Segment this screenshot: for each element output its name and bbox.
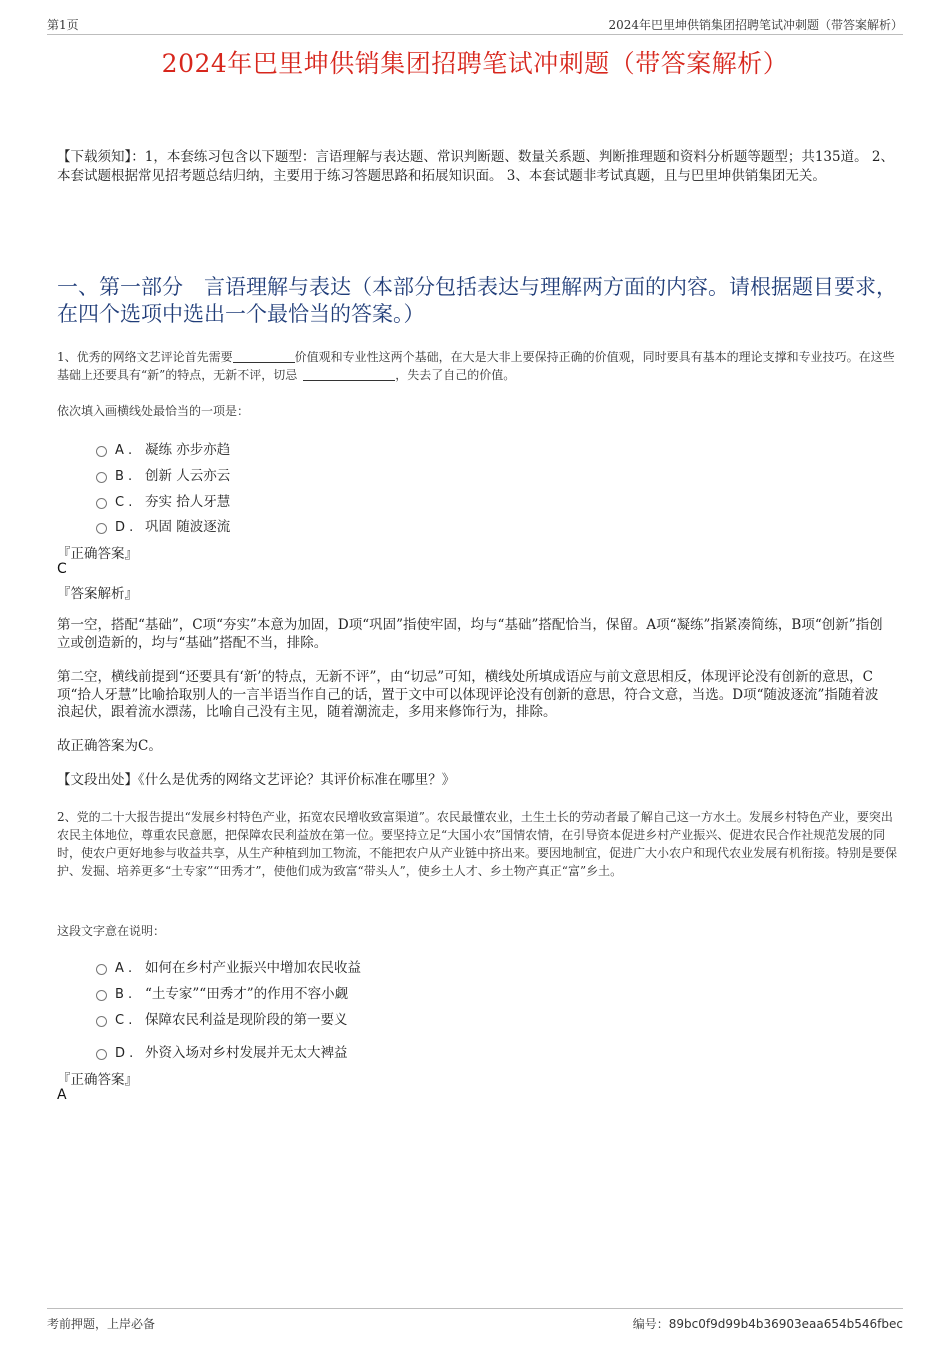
answer-1: C bbox=[57, 561, 67, 577]
passage-source: 【文段出处】《什么是优秀的网络文艺评论？其评价标准在哪里？》 bbox=[57, 772, 456, 788]
page-number: 第1页 bbox=[47, 18, 79, 32]
question-1-option-a[interactable]: A . 凝练 亦步亦趋 bbox=[96, 438, 230, 458]
question-2-text: 2、党的二十大报告提出“发展乡村特色产业，拓宽农民增收致富渠道”。农民最懂农业，土生土长的劳动者最了解自己这一方水土。发展乡村特色产业，要突出农民主体地位，尊重农民意愿，把保障农民利益放在第一位。要坚持立足“大国小农”国情农情，在引导资本促进乡村产业振兴、促进农民合作社规范发展的同时，使农户更好地参与收益共享，从生产种植到加工物流，不能把农户从产业链中挤出来。要因地制宜，促进广大小农户和现代农业发展有机衔接。特别是要保护、发掘、培养更多“土专家”“田秀才”，使他们成为致富“带头人”，使乡土人才、乡土物产真正“富”乡土。 bbox=[57, 810, 898, 878]
question-1-option-b[interactable]: B . 创新 人云亦云 bbox=[96, 464, 230, 484]
footer-slogan: 考前押题，上岸必备 bbox=[47, 1317, 156, 1331]
answer-2: A bbox=[57, 1087, 67, 1103]
radio-button[interactable] bbox=[96, 498, 107, 509]
analysis-label-1: 『答案解析』 bbox=[57, 586, 138, 602]
fill-blank-1 bbox=[233, 350, 295, 363]
radio-button[interactable] bbox=[96, 964, 107, 975]
section-heading: 一、第一部分 言语理解与表达（本部分包括表达与理解两方面的内容。请根据题目要求，在四个选项中选出一个最恰当的答案。） bbox=[57, 275, 897, 326]
answer-label-1: 『正确答案』 bbox=[57, 546, 138, 562]
document-title: 2024年巴里坤供销集团招聘笔试冲刺题（带答案解析） bbox=[161, 49, 789, 78]
radio-button[interactable] bbox=[96, 1016, 107, 1027]
analysis-conclusion: 故正确答案为C。 bbox=[57, 738, 162, 754]
radio-button[interactable] bbox=[96, 446, 107, 457]
question-2-option-c[interactable]: C . 保障农民利益是现阶段的第一要义 bbox=[96, 1008, 348, 1028]
question-1-text-part-c: ，失去了自己的价值。 bbox=[395, 368, 516, 382]
answer-label-2: 『正确答案』 bbox=[57, 1072, 138, 1088]
download-notice: 【下载须知】：1，本套练习包含以下题型：言语理解与表达题、常识判断题、数量关系题、判断推理题和资料分析题等题型；共135道。 2、本套试题根据常见招考题总结归纳，主要用于练习答题思路和拓展知识面。 3、本套试题非考试真题，且与巴里坤供销集团无关。 bbox=[57, 149, 894, 184]
fill-blank-2 bbox=[303, 368, 395, 381]
header-doc-title: 2024年巴里坤供销集团招聘笔试冲刺题（带答案解析） bbox=[608, 18, 903, 32]
radio-button[interactable] bbox=[96, 990, 107, 1001]
question-2-option-b[interactable]: B . “土专家”“田秀才”的作用不容小觑 bbox=[96, 982, 348, 1002]
document-code: 编号：89bc0f9d99b4b36903eaa654b546fbec bbox=[632, 1317, 903, 1331]
radio-button[interactable] bbox=[96, 523, 107, 534]
question-2-prompt: 这段文字意在说明： bbox=[57, 924, 166, 938]
page-header bbox=[47, 14, 903, 35]
question-1-prompt: 依次填入画横线处最恰当的一项是： bbox=[57, 404, 250, 418]
question-1-text bbox=[57, 348, 899, 384]
radio-button[interactable] bbox=[96, 472, 107, 483]
question-2-option-d[interactable]: D . 外资入场对乡村发展并无太大裨益 bbox=[96, 1041, 348, 1061]
question-1-text-part-a: 1、优秀的网络文艺评论首先需要 bbox=[57, 350, 233, 364]
page-footer bbox=[47, 1308, 903, 1333]
question-2-option-a[interactable]: A . 如何在乡村产业振兴中增加农民收益 bbox=[96, 956, 361, 976]
analysis-paragraph-1: 第一空，搭配“基础”，C项“夯实”本意为加固，D项“巩固”指使牢固，均与“基础”搭配恰当，保留。A项“凝练”指紧凑简练，B项“创新”指创立或创造新的，均与“基础”搭配不当，排除。 bbox=[57, 617, 883, 651]
question-1-option-d[interactable]: D . 巩固 随波逐流 bbox=[96, 515, 230, 535]
radio-button[interactable] bbox=[96, 1049, 107, 1060]
question-1-text-part-b: 价值观和专业性这两个基础，在大是大非上要保持正确的价值观，同时要具有基本的理论支撑和专业技巧。在这些基础上还要具有“新”的特点，无新不评，切忌 bbox=[57, 350, 895, 382]
analysis-paragraph-2: 第二空，横线前提到“还要具有‘新’的特点，无新不评”，由“切忌”可知，横线处所填成语应与前文意思相反，体现评论没有创新的意思，C项“拾人牙慧”比喻拾取别人的一言半语当作自己的话，置于文中可以体现评论没有创新的意思，符合文意，当选。D项“随波逐流”指随着波浪起伏，跟着流水漂荡，比喻自己没有主见，随着潮流走，多用来修饰行为，排除。 bbox=[57, 669, 879, 720]
question-1-option-c[interactable]: C . 夯实 拾人牙慧 bbox=[96, 490, 230, 510]
